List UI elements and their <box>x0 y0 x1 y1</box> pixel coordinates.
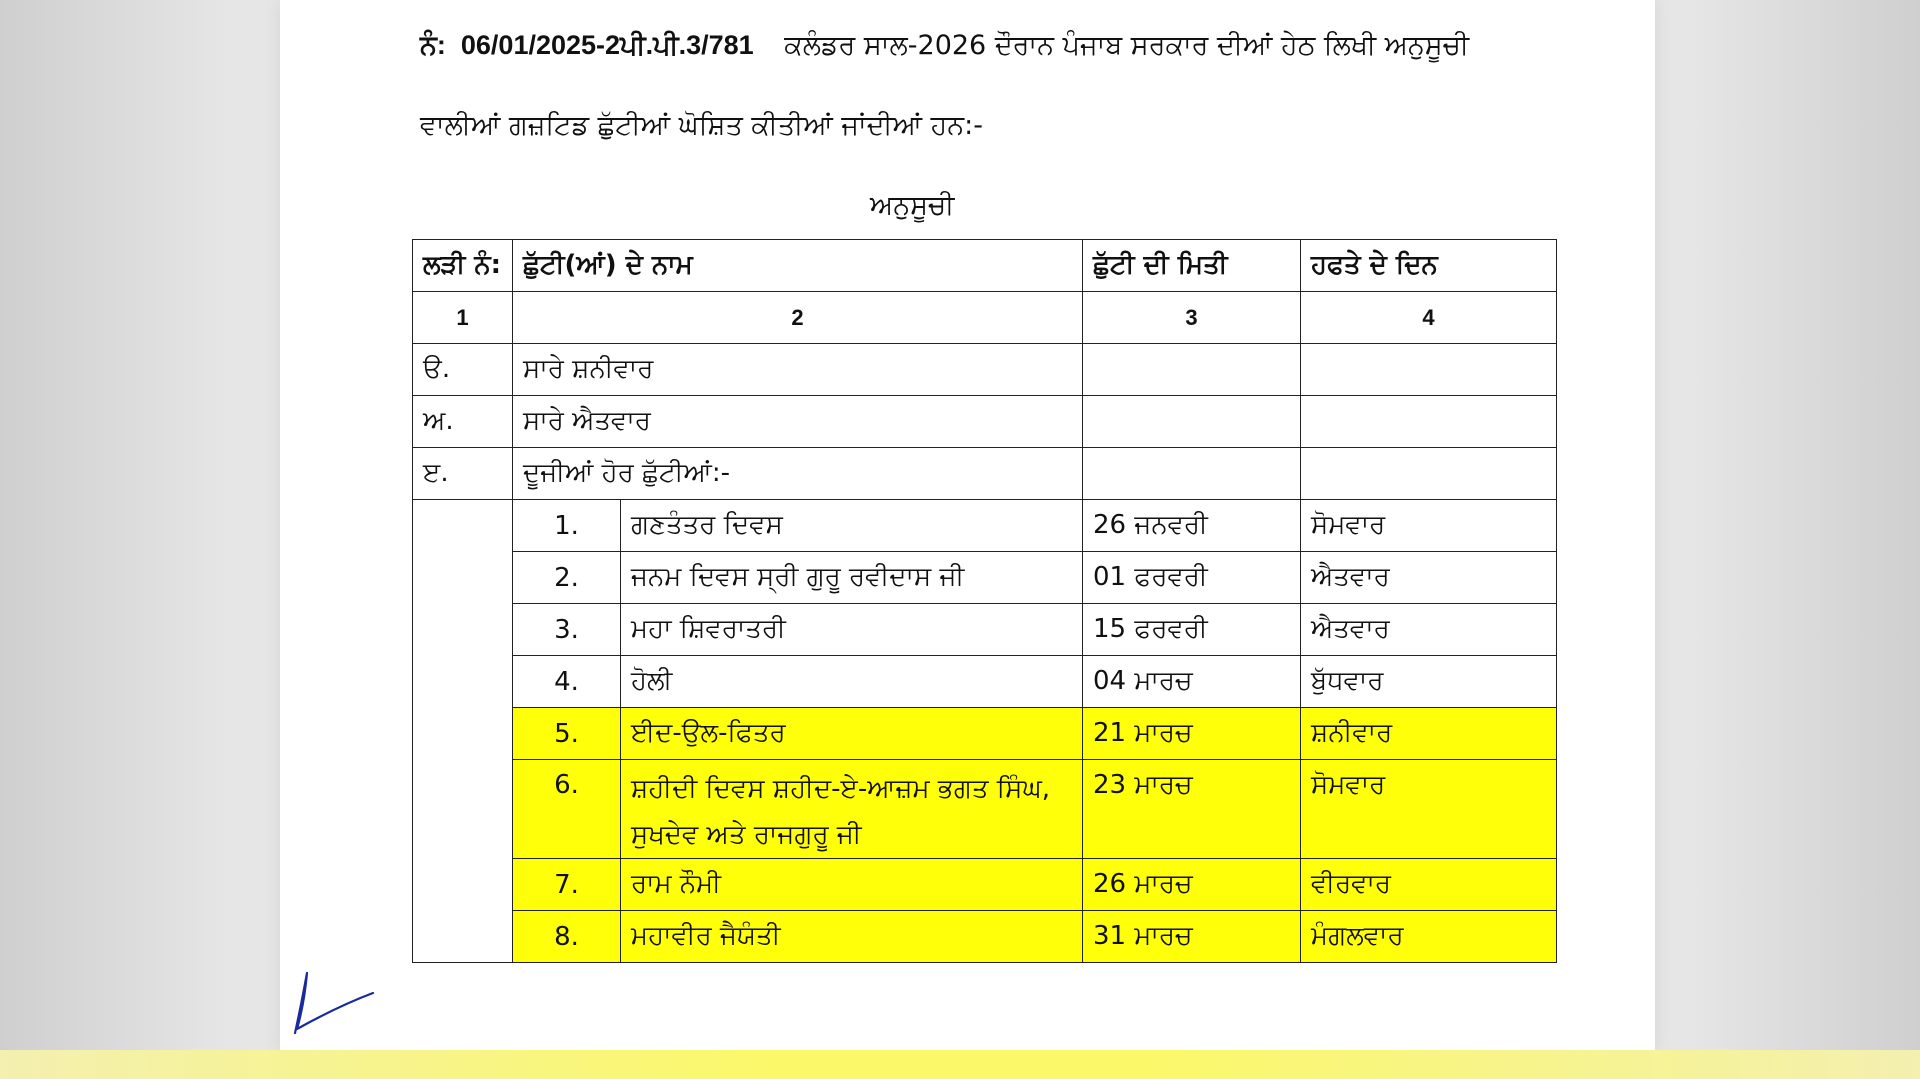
empty-cell <box>1301 448 1557 500</box>
holiday-weekday: ਸੋਮਵਾਰ <box>1301 760 1557 859</box>
holiday-serial: 2. <box>513 552 621 604</box>
holiday-weekday: ਵੀਰਵਾਰ <box>1301 859 1557 911</box>
empty-cell <box>1301 344 1557 396</box>
column-number: 1 <box>413 292 513 344</box>
header-text-1: ਕਲੰਡਰ ਸਾਲ-2026 ਦੌਰਾਨ ਪੰਜਾਬ ਸਰਕਾਰ ਦੀਆਂ ਹੇਠ ਲਿਖੀ ਅਨੁਸੂਚੀ <box>784 30 1470 61</box>
holiday-date: 26 ਜਨਵਰੀ <box>1083 500 1301 552</box>
header-holiday-name: ਛੁੱਟੀ(ਆਂ) ਦੇ ਨਾਮ <box>513 240 1083 292</box>
holiday-serial: 4. <box>513 656 621 708</box>
header-line-1 <box>420 30 1469 62</box>
holiday-name: ਸ਼ਹੀਦੀ ਦਿਵਸ ਸ਼ਹੀਦ-ਏ-ਆਜ਼ਮ ਭਗਤ ਸਿੰਘ, ਸੁਖਦੇਵ ਅਤੇ ਰਾਜਗੁਰੂ ਜੀ <box>621 760 1083 859</box>
section-mark: ੲ. <box>413 448 513 500</box>
bottom-highlight-strip <box>0 1050 1920 1079</box>
section-text: ਦੂਜੀਆਂ ਹੋਰ ਛੁੱਟੀਆਂ:- <box>513 448 1083 500</box>
holiday-date: 15 ਫਰਵਰੀ <box>1083 604 1301 656</box>
table-header-row <box>413 240 1557 292</box>
section-mark: ਅ. <box>413 396 513 448</box>
holiday-date: 31 ਮਾਰਚ <box>1083 911 1301 963</box>
holiday-serial: 6. <box>513 760 621 859</box>
holiday-date: 04 ਮਾਰਚ <box>1083 656 1301 708</box>
header-date: ਛੁੱਟੀ ਦੀ ਮਿਤੀ <box>1083 240 1301 292</box>
holiday-name: ਹੋਲੀ <box>621 656 1083 708</box>
holiday-weekday: ਮੰਗਲਵਾਰ <box>1301 911 1557 963</box>
holiday-serial: 1. <box>513 500 621 552</box>
holiday-name: ਗਣਤੰਤਰ ਦਿਵਸ <box>621 500 1083 552</box>
holiday-serial: 3. <box>513 604 621 656</box>
holiday-weekday: ਐਤਵਾਰ <box>1301 604 1557 656</box>
column-number: 3 <box>1083 292 1301 344</box>
section-mark: ੳ. <box>413 344 513 396</box>
holiday-name: ਰਾਮ ਨੌਮੀ <box>621 859 1083 911</box>
section-row <box>413 448 1557 500</box>
empty-cell <box>1301 396 1557 448</box>
table-row <box>413 604 1557 656</box>
holiday-serial: 7. <box>513 859 621 911</box>
holiday-weekday: ਐਤਵਾਰ <box>1301 552 1557 604</box>
section-text: ਸਾਰੇ ਐਤਵਾਰ <box>513 396 1083 448</box>
number-value: 06/01/2025-2ਪੀ.ਪੀ.3/781 <box>460 30 754 60</box>
table-row <box>413 552 1557 604</box>
table-row-highlighted <box>413 911 1557 963</box>
letter-number <box>420 30 754 60</box>
section-row <box>413 396 1557 448</box>
holiday-weekday: ਸੋਮਵਾਰ <box>1301 500 1557 552</box>
holiday-date: 23 ਮਾਰਚ <box>1083 760 1301 859</box>
empty-cell <box>1083 448 1301 500</box>
table-row <box>413 656 1557 708</box>
empty-serial-column <box>413 500 513 963</box>
section-text: ਸਾਰੇ ਸ਼ਨੀਵਾਰ <box>513 344 1083 396</box>
table-row-highlighted <box>413 708 1557 760</box>
table-row <box>413 500 1557 552</box>
signature-mark <box>285 955 375 1035</box>
holiday-weekday: ਬੁੱਧਵਾਰ <box>1301 656 1557 708</box>
holiday-date: 01 ਫਰਵਰੀ <box>1083 552 1301 604</box>
holiday-table <box>412 239 1557 963</box>
holiday-serial: 5. <box>513 708 621 760</box>
empty-cell <box>1083 344 1301 396</box>
holiday-date: 26 ਮਾਰਚ <box>1083 859 1301 911</box>
holiday-weekday: ਸ਼ਨੀਵਾਰ <box>1301 708 1557 760</box>
header-serial: ਲੜੀ ਨੰ: <box>413 240 513 292</box>
column-number: 4 <box>1301 292 1557 344</box>
header-line-2: ਵਾਲੀਆਂ ਗਜ਼ਟਿਡ ਛੁੱਟੀਆਂ ਘੋਸ਼ਿਤ ਕੀਤੀਆਂ ਜਾਂਦੀਆਂ ਹਨ:- <box>420 110 983 141</box>
holiday-name: ਜਨਮ ਦਿਵਸ ਸ੍ਰੀ ਗੁਰੂ ਰਵੀਦਾਸ ਜੀ <box>621 552 1083 604</box>
schedule-title-text: ਅਨੁਸੂਚੀ <box>870 190 955 221</box>
number-label: ਨੰ: <box>420 30 446 60</box>
empty-cell <box>1083 396 1301 448</box>
holiday-serial: 8. <box>513 911 621 963</box>
column-number-row <box>413 292 1557 344</box>
header-weekday: ਹਫਤੇ ਦੇ ਦਿਨ <box>1301 240 1557 292</box>
table-row-highlighted <box>413 760 1557 859</box>
column-number: 2 <box>513 292 1083 344</box>
holiday-name: ਮਹਾ ਸ਼ਿਵਰਾਤਰੀ <box>621 604 1083 656</box>
holiday-name: ਮਹਾਵੀਰ ਜੈਯੰਤੀ <box>621 911 1083 963</box>
document-page <box>280 0 1655 1054</box>
holiday-date: 21 ਮਾਰਚ <box>1083 708 1301 760</box>
table-row-highlighted <box>413 859 1557 911</box>
holiday-name: ਈਦ-ਉਲ-ਫਿਤਰ <box>621 708 1083 760</box>
section-row <box>413 344 1557 396</box>
